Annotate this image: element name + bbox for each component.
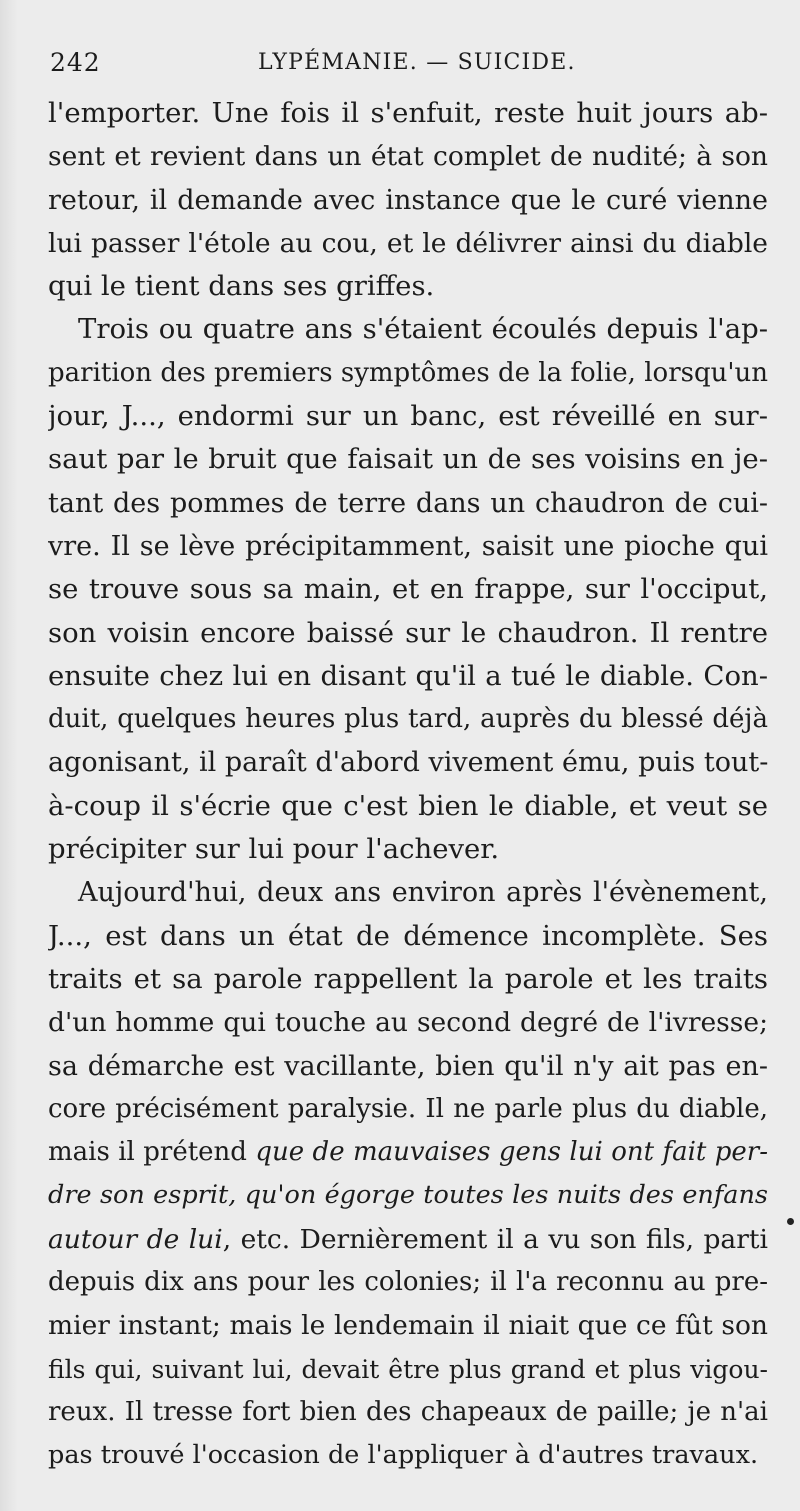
text-line: reux. Il tresse fort bien des chapeaux de paille; je n'ai [48, 1396, 768, 1427]
page-number: 242 [50, 48, 101, 77]
text-line: depuis dix ans pour les colonies; il l'a reconnu au pre- [48, 1267, 768, 1298]
text-line: J..., est dans un état de démence incomplète. Ses [48, 919, 768, 952]
text-line: jour, J..., endormi sur un banc, est réveillé en sur- [48, 400, 768, 433]
text-line: se trouve sous sa main, et en frappe, sur l'occiput, [48, 573, 768, 606]
text-line: agonisant, il paraît d'abord vivement ému, puis tout- [48, 747, 768, 779]
text-line: à-coup il s'écrie que c'est bien le diable, et veut se [48, 789, 768, 822]
text-line: lui passer l'étole au cou, et le délivrer ainsi du diable [48, 227, 768, 259]
text-segment: , etc. Dernièrement il a vu son fils, parti [222, 1223, 768, 1255]
text-line: duit, quelques heures plus tard, auprès du blessé déjà [48, 704, 768, 735]
italic-quote: autour de lui [48, 1223, 223, 1255]
text-line: l'emporter. Une fois il s'enfuit, reste huit jours ab- [48, 97, 768, 129]
italic-quote: dre son esprit, qu'on égorge toutes les nuits des enfans [48, 1180, 768, 1211]
text-line: Trois ou quatre ans s'étaient écoulés depuis l'ap- [78, 313, 768, 346]
text-line: d'un homme qui touche au second degré de l'ivresse; [48, 1007, 768, 1039]
text-line: saut par le bruit que faisait un de ses voisins en je- [48, 443, 768, 476]
body-text [48, 92, 768, 1478]
text-line: sa démarche est vacillante, bien qu'il n'y ait pas en- [48, 1050, 768, 1082]
text-line: ensuite chez lui en disant qu'il a tué le diable. Con- [48, 659, 768, 692]
text-line: pas trouvé l'occasion de l'appliquer à d'autres travaux. [48, 1440, 759, 1471]
text-line: tant des pommes de terre dans un chaudron de cui- [48, 487, 768, 519]
text-line: vre. Il se lève précipitamment, saisit une pioche qui [48, 530, 768, 562]
text-line: mier instant; mais le lendemain il niait que ce fût son [48, 1310, 768, 1342]
text-line: parition des premiers symptômes de la folie, lorsqu'un [48, 357, 768, 388]
text-line: qui le tient dans ses griffes. [48, 270, 435, 303]
text-line [48, 1174, 768, 1217]
text-line [48, 1218, 768, 1261]
text-line: retour, il demande avec instance que le curé vienne [48, 184, 768, 216]
text-line [48, 1131, 768, 1174]
text-line: Aujourd'hui, deux ans environ après l'évènement, [78, 877, 768, 909]
page-fold-shadow [0, 0, 18, 1511]
text-line: son voisin encore baissé sur le chaudron. Il rentre [48, 616, 768, 649]
text-line: précipiter sur lui pour l'achever. [48, 833, 500, 866]
italic-quote: que de mauvaises gens lui ont fait per- [255, 1137, 768, 1168]
text-segment: mais il prétend [48, 1137, 256, 1168]
running-head [0, 40, 800, 88]
text-line: core précisément paralysie. Il ne parle plus du diable, [48, 1093, 768, 1124]
text-line: fils qui, suivant lui, devait être plus grand et plus vigou- [48, 1354, 768, 1384]
text-line: traits et sa parole rappellent la parole et les traits [48, 962, 768, 995]
text-line: sent et revient dans un état complet de nudité; à son [48, 141, 768, 173]
running-title: LYPÉMANIE. — SUICIDE. [258, 50, 576, 75]
ink-speck [787, 1218, 794, 1225]
